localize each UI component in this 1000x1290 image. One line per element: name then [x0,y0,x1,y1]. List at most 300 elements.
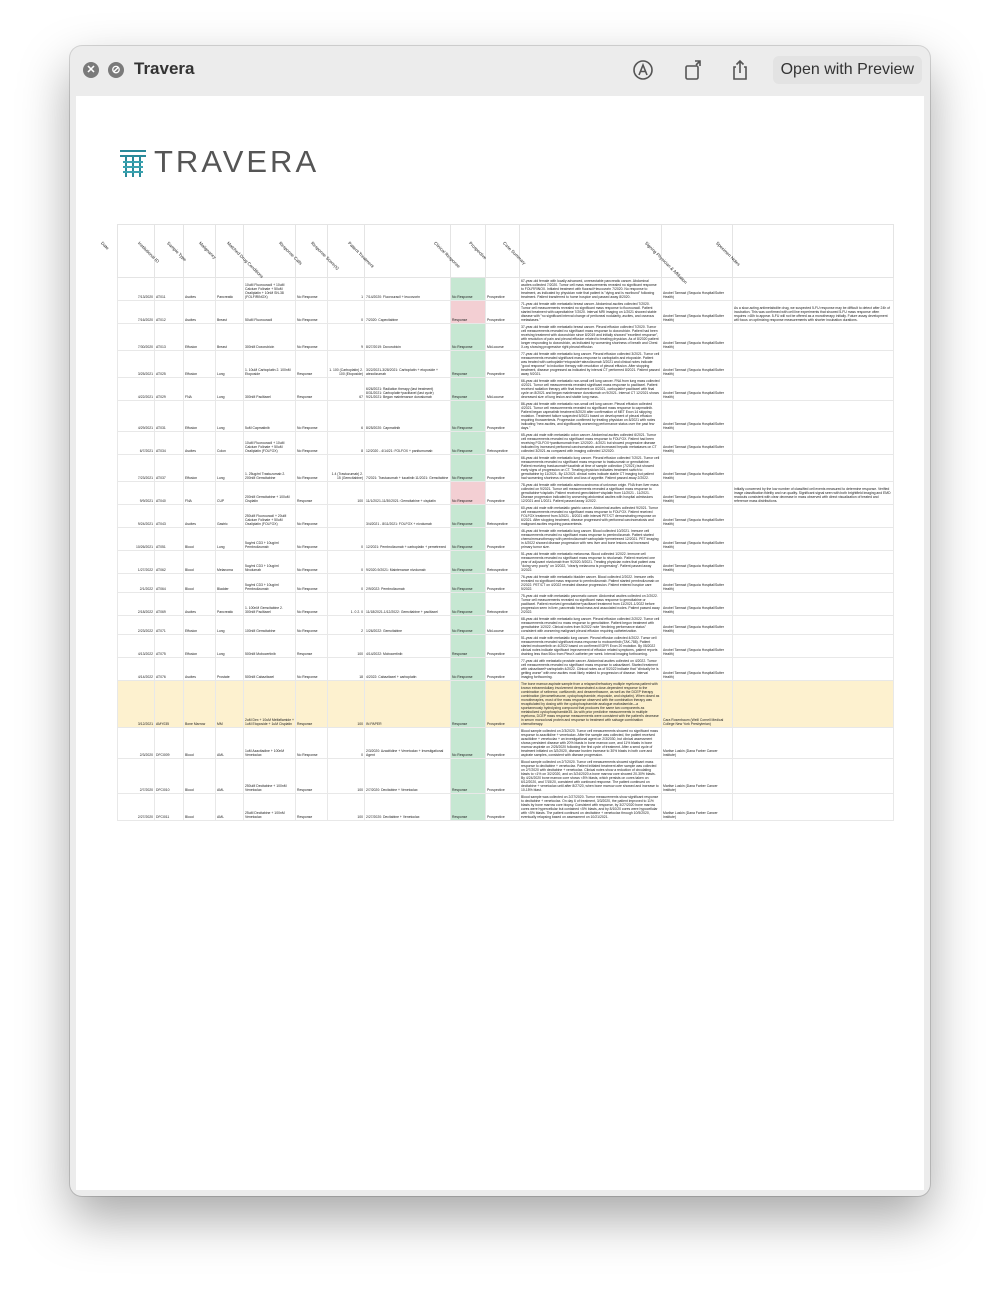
cell-treatment: 7/2021: Trastuzumab + tucatinib 11/2021: Gemcitabine [365,455,451,482]
cell-call: No Response [296,593,328,616]
cell-sample: Ascites [184,505,216,528]
cell-call: No Response [296,301,328,324]
cell-score: 67 [328,378,365,401]
cell-score: 2 [328,616,365,635]
cell-clinical: Response [451,794,486,821]
cell-sample: Ascites [184,278,216,301]
cell-malignancy: Lung [216,351,244,378]
cell-sample: Effusion [184,401,216,432]
cell-malignancy: Lung [216,455,244,482]
cell-summary: 66-year-old female with metastatic lung cancer. Pleural effusion collected 7/2021. Tumor cell measurements revealed no significant mass response to trastuzumab or gemcitabine. Patient receiving trastuzumab+tucatinib at time of sample collection (7/2021) but showed early signs of progression on CT. Treating physician indicates treatment switch to gemcitabine by 11/2021. By 12/2021 clinical notes indicate stable CT imaging but patient had worsening shortness of breath and loss of appetite. Patient passed away 2/2022. [520,455,662,482]
cell-drug: 300nM Paclitaxel [244,378,296,401]
cell-sample: Effusion [184,324,216,351]
cell-drug: 1. 100nM Gemcitabine 2. 300nM Paclitaxel [244,593,296,616]
table-row [118,551,894,574]
cell-id: AT075 [155,635,184,658]
cell-drug: 5ug/ml CD3 + 10ug/ml Pembrolizumab [244,528,296,551]
cell-date: 10/26/2021 [118,528,155,551]
cell-physician: Anobel Tamrazi (Sequoia Hospital/Sutter Health) [662,528,733,551]
cell-drug: 5ug/ml CD3 + 10ug/ml Nivolumab [244,551,296,574]
cell-score: 100 [328,759,365,794]
cell-call: Response [296,681,328,728]
cell-date: 7/30/2020 [118,324,155,351]
cell-clinical: Response [451,635,486,658]
cell-call: Response [296,351,328,378]
preview-window [70,46,930,1196]
cell-prosp: Mid-course [486,324,520,351]
column-header-label: Response Score(s) [309,240,341,271]
cell-drug: 300nM Doxorubicin [244,324,296,351]
cell-notes [733,728,894,759]
column-header-label: Date [99,240,111,251]
cell-id: AT034 [155,432,184,455]
cell-sample: Ascites [184,658,216,681]
cell-call: No Response [296,658,328,681]
cell-call: No Response [296,528,328,551]
cell-score: 100 [328,794,365,821]
cell-call: No Response [296,455,328,482]
column-header-label: Patient Treatment [346,240,375,269]
cell-summary: 60-year-old male with metastatic gastric cancer. Abdominal ascites collected 9/2021. Tumor cell measurements revealed no significant mass response to FOLFOX. Patient received FOLFOX treatment from 3/2021 - 8/2021 with interval PET/CT demonstrating response on 6/2021. After stopping treatment, disease progressed with peritoneal carcinomatosis and malignant ascites requiring paracentesis. [520,505,662,528]
cell-sample: Ascites [184,593,216,616]
cell-malignancy: Gastric [216,505,244,528]
cell-id: AT037 [155,455,184,482]
cell-physician: Anobel Tamrazi (Sequoia Hospital/Sutter Health) [662,482,733,505]
cell-clinical: No Response [451,658,486,681]
cell-treatment: 12/2021: Pembrolizumab + carboplatin + pemetrexed [365,528,451,551]
table-row [118,681,894,728]
cell-date: 3/25/2021 [118,351,155,378]
column-header-label: Malignancy [197,240,218,260]
cell-score: 9 [328,324,365,351]
cell-treatment: 2/7/2020: Decitabine + Venetoclax [365,759,451,794]
cell-date: 3/12/2021 [118,681,155,728]
cell-id: AT029 [155,378,184,401]
results-table [99,224,894,821]
cell-call: Response [296,482,328,505]
cell-score: 6 [328,401,365,432]
cell-sample: Ascites [184,301,216,324]
cell-id: AT069 [155,593,184,616]
cell-sample: Blood [184,759,216,794]
column-header [346,225,451,278]
cell-treatment: 11/18/2021-1/12/2022: Gemcitabine + paclitaxel [365,593,451,616]
cell-clinical: Response [451,351,486,378]
table-row [118,635,894,658]
cell-date: 2/23/2022 [118,616,155,635]
column-header-label: Sample Type [165,240,188,263]
table-row [118,324,894,351]
cell-call: Response [296,794,328,821]
cell-notes [733,794,894,821]
cell-call: Response [296,378,328,401]
cell-physician: Anobel Tamrazi (Sequoia Hospital/Sutter Health) [662,616,733,635]
title-bar [70,46,930,94]
table-row [118,301,894,324]
cell-malignancy: Lung [216,401,244,432]
cell-clinical: Response [451,301,486,324]
cell-score: 100 [328,482,365,505]
cell-id: AT071 [155,616,184,635]
column-header-label: Prospective [467,240,488,261]
cell-notes [733,528,894,551]
cell-score: 18 [328,658,365,681]
cell-malignancy: Lung [216,378,244,401]
cell-prosp: Prospective [486,728,520,759]
cell-clinical: No Response [451,528,486,551]
cell-treatment: 8/27/2019: Doxorubicin [365,324,451,351]
cell-notes [733,278,894,301]
cell-treatment: 7/2020: Capecitabine [365,301,451,324]
cell-date: 7/16/2020 [118,301,155,324]
cell-treatment: 4/14/2022: Mobocertinib [365,635,451,658]
cell-id: DFCI009 [155,728,184,759]
column-header-label: Signing Physician & Affiliation [643,240,689,285]
cell-id: AT025 [155,351,184,378]
cell-drug: 250uM Fluorouracil + 20uM Calcium Folinate + 50uM Oxaliplatin (FOLFOX) [244,505,296,528]
cell-physician: Anobel Tamrazi (Sequoia Hospital/Sutter Health) [662,658,733,681]
table-row [118,401,894,432]
cell-prosp: Retrospective [486,593,520,616]
table-row [118,593,894,616]
cell-id: DFCI010 [155,759,184,794]
cell-malignancy: Lung [216,635,244,658]
cell-date: 4/29/2021 [118,401,155,432]
cell-call: No Response [296,616,328,635]
cell-physician: Anobel Tamrazi (Sequoia Hospital/Sutter Health) [662,635,733,658]
cell-prosp: Prospective [486,301,520,324]
cell-drug: 500nM Cabazitaxel [244,658,296,681]
cell-date: 6/7/2021 [118,432,155,455]
cell-clinical: No Response [451,551,486,574]
table-row [118,658,894,681]
cell-drug: 5uM Capmatinib [244,401,296,432]
cell-prosp: Prospective [486,401,520,432]
cell-date: 2/1/2022 [118,574,155,593]
cell-summary: 71-year-old female with metastatic breast cancer. Abdominal ascites collected 7/2020. Tumor cell measurements revealed no significant mass response to fluorouracil. Patient started treatment with capecitabine 7/2020. Interval MRI imaging on 1/2021 showed stable disease with "no significant interval change of peritoneal nodularity, ascites, and osseous metastases." [520,301,662,324]
cell-physician: Marlise Luskin (Dana Farber Cancer Institute) [662,794,733,821]
share-icon[interactable] [728,58,752,82]
cell-summary: 76-year-old female with metastatic bladder cancer. Blood collected 2/2022. Immune cells revealed no significant mass response to pembrolizumab. Patient started pembrolizumab on 2/2022. PET/CT on 4/2022 revealed disease progression. Patient entered hospice care 5/2022. [520,574,662,593]
cell-summary: 51-year-old female with metastatic melanoma. Blood collected 1/2022. Immune cell measurements revealed no significant mass response to nivolumab. Patient received one year of adjuvant nivolumab from 9/2020-9/2021. Treating physician notes that patient was "doing very poorly" on 3/2022, "clearly melanoma is progressing". Patient passed away 3/2022. [520,551,662,574]
cell-malignancy: Pancreatic [216,593,244,616]
cell-prosp: Prospective [486,574,520,593]
cell-id: AT040 [155,482,184,505]
cell-physician: Anobel Tamrazi (Sequoia Hospital/Sutter Health) [662,574,733,593]
cell-malignancy: Pancreatic [216,278,244,301]
column-header-label: Institutional ID [136,240,161,264]
cell-prosp: Prospective [486,278,520,301]
cell-score: 1. 100 (Carboplatin) 2. 100 (Etoposide) [328,351,365,378]
cell-id: AT064 [155,574,184,593]
cell-notes [733,635,894,658]
cell-id: AT013 [155,324,184,351]
cell-physician: Anobel Tamrazi (Sequoia Hospital/Sutter Health) [662,593,733,616]
cell-date: 4/14/2022 [118,658,155,681]
cell-sample: Blood [184,551,216,574]
header-row [118,225,894,278]
cell-treatment: 7/14/2020: Fluorouracil + leucovorin [365,278,451,301]
cell-notes: As a slow-acting antimetabolite drug, we suspected 5-FU response may be difficult to detect after 24h of incubation. This was confirmed with cell line experiments that showed 5-FU mass response often requires >48h to appear. 5-FU will not be offered as a monotherapy initially. Future assay development will focus on optimizing response measurements with shorter incubation durations. [733,301,894,324]
cell-clinical: No Response [451,593,486,616]
cell-summary: 46-year-old female with metastatic lung cancer. Blood collected 10/2021. Immune cell measurements revealed no significant mass response to pembrolizumab. Patient started chemoimmunotherapy with pembrolizumab+carboplatin+pemetrexed 12/2021. PET imaging in 4/2022 showed disease progression with new liver and bone lesions and increased primary tumor size. [520,528,662,551]
cell-drug: 500nM Mobocertinib [244,635,296,658]
cell-notes [733,378,894,401]
rotate-icon[interactable] [681,58,705,82]
column-header-label: Matched Drug Conditions [225,240,265,280]
cell-physician: Marlise Luskin (Dana Farber Cancer Institute) [662,759,733,794]
cell-physician: Anobel Tamrazi (Sequoia Hospital/Sutter Health) [662,432,733,455]
cell-sample: FNA [184,378,216,401]
cell-sample: Blood [184,574,216,593]
cell-score: 1. 0 2. 0 [328,593,365,616]
cell-clinical: No Response [451,432,486,455]
cell-clinical: No Response [451,278,486,301]
cell-drug: 50uM Fluorouracil [244,301,296,324]
cell-score: 0 [328,301,365,324]
cell-drug: 100nM Gemcitabine [244,616,296,635]
cell-clinical: No Response [451,574,486,593]
cell-id: DFCI011 [155,794,184,821]
cell-sample: Effusion [184,455,216,482]
open-with-preview-button[interactable]: Open with Preview [773,56,922,84]
cell-date: 2/18/2022 [118,593,155,616]
cell-treatment: 6/26/2021: Radiation therapy (last treatment) 8/31/2021: Carboplatin+paclitaxel (last cycle) 9/21/2021: Began maintenance durvalumab [365,378,451,401]
cell-treatment: 12/2020 - 4/14/21: FOLFOX + panitumumab [365,432,451,455]
table-row [118,432,894,455]
cell-notes [733,574,894,593]
cell-treatment: 4/2022: Cabazitaxel + carboplatin [365,658,451,681]
cell-prosp: Prospective [486,759,520,794]
cell-notes [733,658,894,681]
cell-malignancy: Lung [216,528,244,551]
cell-clinical: Response [451,759,486,794]
cell-sample: Blood [184,728,216,759]
markup-icon[interactable] [631,58,655,82]
cell-notes [733,593,894,616]
cell-drug: 1. 10uM Carboplatin 2. 100nM Etoposide [244,351,296,378]
cell-prosp: Retrospective [486,432,520,455]
cell-drug: 10uM Fluorouracil + 10uM Calcium Folinate + 50uM Oxaliplatin + 10nM SN-38 (FOLFIRINOX) [244,278,296,301]
cell-summary: 66-year-old female with metastatic non-small cell lung cancer. FNA from lung mass collected 4/2021. Tumor cell measurements revealed significant mass response to paclitaxel. Patient received radiation therapy with final treatment on 6/2021, carboplatin+paclitaxel with final cycle on 8/2021 and began maintenance durvalumab on 9/2021. Interval CT 12/2021 shows decreased size of lung lesion and stable lung mass. [521,379,660,399]
cell-sample: Blood [184,528,216,551]
cell-notes [733,505,894,528]
cell-id: AT043 [155,505,184,528]
cell-notes [733,455,894,482]
cell-drug: 2uM Dex + 10uM Melfaflamide + 1uM Etoposide + 1uM Cisplatin [244,681,296,728]
cell-physician: Anobel Tamrazi (Sequoia Hospital/Sutter Health) [662,378,733,401]
cell-malignancy: Colon [216,432,244,455]
cell-physician: Marlise Luskin (Dana Farber Cancer Institute) [662,728,733,759]
cell-date: 7/13/2020 [118,278,155,301]
cell-call: No Response [296,278,328,301]
cell-prosp: Prospective [486,635,520,658]
cell-notes [733,401,894,432]
cell-physician: Cara Rosenbaum (Weill Cornell Medical College New York Presbyterian) [662,681,733,728]
column-header-label: Case Summary [501,240,527,266]
logo-wordmark: TRAVERA [154,144,320,179]
cell-score: 1 [328,278,365,301]
document-page [76,96,924,1190]
cell-notes: Initially concerned by the low number of classified cell events measured to determine response. Verified image classification fidelity and run quality. Significant signal seen with both brightfield imaging and EMD readouts consistent with clear decrease in mass observed with direct visualization of treated and reference mass distributions. [733,482,894,505]
cell-call: No Response [296,574,328,593]
cell-physician: Anobel Tamrazi (Sequoia Hospital/Sutter Health) [662,551,733,574]
cell-date: 9/24/2021 [118,505,155,528]
cell-notes [733,324,894,351]
column-header-label: Specimen Notes [714,240,742,267]
cell-drug: 5ug/ml CD3 + 10ug/ml Pembrolizumab [244,574,296,593]
cell-malignancy: Lung [216,616,244,635]
cell-id: AT062 [155,551,184,574]
cell-physician: Anobel Tamrazi (Sequoia Hospital/Sutter Health) [662,505,733,528]
cell-score: 0 [328,551,365,574]
cell-notes [733,681,894,728]
cell-treatment: 2/3/2020: Azacitidine + Venetoclax + Investigational Agent [365,728,451,759]
cell-treatment: 9/2020-9/2021: Maintenance nivolumab [365,551,451,574]
cell-malignancy: AML [216,794,244,821]
cell-sample: Effusion [184,616,216,635]
cell-summary: 37-year-old female with metastatic breast cancer. Pleural effusion collected 7/2020. Tumor cell measurements revealed no significant mass response to doxorubicin. Patient had been receiving treatment with doxorubicin since 8/2019 and initially showed "excellent response", with resolution of pain and pleural effusion related to treating physician. As of 8/2020 patient longer responding to doxorubicin, as indicated by worsening shortness of breath and Chest X-ray showing progressive right pleural effusion. [520,324,662,351]
cell-score: 100 [328,681,365,728]
table-row [118,378,894,401]
cell-score: 8 [328,432,365,455]
table-row [118,728,894,759]
logo-mark-icon [118,148,148,180]
cell-clinical: No Response [451,324,486,351]
cell-clinical: Response [451,378,486,401]
cell-prosp: Prospective [486,351,520,378]
cell-call: Response [296,635,328,658]
cell-summary: Blood sample collected on 2/7/2020. Tumor cell measurements showed significant mass response to decitabine + venetoclax. Patient initiated treatment after sample was collected on 2/7/2020 with decitabine + venetoclax. Clinical notes show a reduction of circulating blasts to <1% on 3/2/2020, and on 3/24/2020 a bone marrow core showed 20-30% blasts. By 4/24/2020 bone marrow core shows <5% blasts, which persists on cores taken on 6/12/2020, and 7/15/20, consistent with continued response. The patient continued on decitabine + venetoclax until after 8/27/20, when bone marrow core showed and increase to 10-15% blast. [520,759,662,794]
disable-icon[interactable]: ⊘ [108,62,124,78]
column-header [501,225,662,278]
cell-treatment: 11/1/2021-11/30/2021: Gemcitabine + cisplatin [365,482,451,505]
column-header-label: Clinical Response [432,240,462,269]
cell-summary: 51-year-old male with metastatic lung cancer. Pleural effusion collected 4/2022. Tumor cell measurements revealed significant mass response to mobocertinib (TAK-788). Patient started mobocertinib on 4/2022 based on confirmed EGFR Exon 20 mutation. By 05/2022 clinical notes indicate significant improvement of effusion related symptoms, patient reports draining less than 50cc from PleurX catheter per week. Interval imaging forthcoming. [520,635,662,658]
cell-clinical: No Response [451,728,486,759]
cell-score: 0 [328,528,365,551]
cell-call: No Response [296,551,328,574]
cell-prosp: Mid-course [486,616,520,635]
cell-prosp: Prospective [486,528,520,551]
cell-treatment: IN PAPER [365,681,451,728]
cell-clinical: Response [451,681,486,728]
cell-score: 100 [328,635,365,658]
cell-notes [733,432,894,455]
table-row [118,616,894,635]
window-title: Travera [134,59,195,78]
table-row [118,351,894,378]
cell-treatment: 2/9/2022: Pembrolizumab [365,574,451,593]
cell-call: No Response [296,324,328,351]
cell-physician: Anobel Tamrazi (Sequoia Hospital/Sutter Health) [662,278,733,301]
cell-drug: 1uM Azacitadine + 100nM Venetoclax [244,728,296,759]
cell-score: 0 [328,728,365,759]
cell-date: 1/27/2022 [118,551,155,574]
close-icon[interactable]: ✕ [83,62,99,78]
cell-malignancy: Breast [216,324,244,351]
cell-sample: Ascites [184,432,216,455]
cell-prosp: Prospective [486,681,520,728]
cell-clinical: No Response [451,616,486,635]
table-row [118,505,894,528]
cell-id: AT031 [155,401,184,432]
cell-id: AT012 [155,301,184,324]
cell-summary: 75-year-old male with metastatic pancreatic cancer. Abdominal ascites collected on 2/2022. Tumor cell measurements revealed no significant mass response to gemcitabine or paclitaxel. Patient received gemcitabine+paclitaxel treatment from 11/2021-1/2022 before progression seen in liver, pancreatic head mass and associated nodes. Patient passed away 2/2022. [521,594,660,614]
cell-physician: Anobel Tamrazi (Sequoia Hospital/Sutter Health) [662,301,733,324]
cell-prosp: Prospective [486,794,520,821]
cell-notes [733,616,894,635]
cell-summary: Blood sample collected on 2/3/2020. Tumor cell measurements showed no significant mass response to azacitidine + venetoclax. After the sample was collected, the patient received azacitidine + venetoclax + an investigational agent on 2/3/2030, but clinical assessment shows persistent disease with 20% blasts in bone marrow core, and 11% blasts in bone marrow aspirate on 2/25/2020 following the first cycle of treatment. After a send cycle of treatment initiated on 3/2/2020, disease burden increase to 30% blasts in both core and aspirate samples, consistent with disease progression. [520,728,662,759]
column-header [714,225,894,278]
cell-call: No Response [296,401,328,432]
table-row [118,528,894,551]
cell-malignancy: CUP [216,482,244,505]
cell-treatment: 8/25/2020: Capmatinib [365,401,451,432]
cell-prosp: Retrospective [486,551,520,574]
cell-clinical: No Response [451,455,486,482]
cell-malignancy: Prostate [216,658,244,681]
cell-sample: Effusion [184,351,216,378]
cell-drug: 1. 25ug/ml Trastuzumab 2. 200nM Gemcitabine [244,455,296,482]
column-header-label: Response Calls [277,240,304,266]
cell-drug: 10uM Fluorouracil + 10uM Calcium Folinate + 50uM Oxaliplatin (FOLFOX) [244,432,296,455]
cell-summary: 86-year-old female with metastatic non-small cell lung cancer. Pleural effusion collected 4/2021. Tumor cell measurements revealed no significant mass response to capmatinib. Patient began capmatinib treatment 8/2020 after confirmation of MET Exon 14 skipping mutation. Treatment failure suspected 5/2021 based on development of pleural effusion requiring thoracentesis. Progression confirmed by treating physician on 8/2021 with notes indicating "new ascites, and significantly worsening performance status over the past few days." [520,401,662,432]
cell-date: 2/7/2020 [118,759,155,794]
cell-treatment: 3/4/2021 - 8/11/2021: FOLFOX + nivolumab [365,505,451,528]
cell-id: AT051 [155,528,184,551]
cell-sample: Bone Marrow [184,681,216,728]
cell-call: No Response [296,505,328,528]
cell-treatment: 1/26/2022: Gemcitabine [365,616,451,635]
cell-prosp: Mid-course [486,378,520,401]
table-row [118,794,894,821]
cell-id: AT011 [155,278,184,301]
cell-malignancy: AML [216,759,244,794]
cell-call: No Response [296,432,328,455]
cell-id: AMY035 [155,681,184,728]
cell-physician: Anobel Tamrazi (Sequoia Hospital/Sutter Health) [662,324,733,351]
cell-physician: Anobel Tamrazi (Sequoia Hospital/Sutter Health) [662,455,733,482]
cell-drug: 200nM Gemcitabine + 100uM Cisplatin [244,482,296,505]
cell-summary: 78-year-old female with metastatic adenocarcinoma of unknown origin. FNA from liver mass collected on 9/2021. Tumor cell measurements revealed a significant mass response to gemcitabine+cisplatin. Patient received gemcitabine+cisplatin from 11/2021 - 11/2021. Disease progression indicated by worsening abdominal ascites with hospital admissions 12/2021 and 1/2021. Patient passed away 1/2022. [520,482,662,505]
table-row [118,278,894,301]
table-row [118,759,894,794]
cell-date: 2/27/2020 [118,794,155,821]
cell-score [328,505,365,528]
cell-summary: 77-year-old female with metastatic lung cancer. Pleural effusion collected 3/2021. Tumor cell measurements revealed significant mass response to carboplatin and etoposide. Patient was treated with carboplatin+etoposide+atezolizumab 3/2021 and clinical notes indicate "good response" to induction therapy with resolution of pleural effusion. After stopping treatment, disease progressed as indicated by interval CT performed 8/2021. Patient passed away 9/2021. [521,352,660,376]
cell-drug: 25uM Decitabine + 100nM Venetoclax [244,794,296,821]
cell-physician: Anobel Tamrazi (Sequoia Hospital/Sutter Health) [662,351,733,378]
cell-score: 1.4 (Trastuzumab) 2. 15 (Gemcitabine) [328,455,365,482]
cell-summary: 67-year-old female with locally advanced, unresectable pancreatic cancer. Abdominal ascites collected 7/2020. Tumor cell mass measurements revealed no significant response to FOLFIRINOX. Initiated treatment with fluoracil+leucovorin 7/2020. No response to treatment, as indicated by physician note that patient is "dying and is moribund" following treatment. Patient transferred to home hospice and passed away 8/2020. [520,278,662,301]
cell-call: Response [296,759,328,794]
cell-clinical: No Response [451,505,486,528]
cell-malignancy: Melanoma [216,551,244,574]
cell-summary: 77-year-old with metastatic prostate cancer. Abdominal ascites collected on 4/2022. Tumor cell measurements revealed no significant mass response to cabazitaxel. Started treatment with cabazitaxel+carboplatin 4/2022. Clinical notes as of 5/2022 indicate that "clinically he is getting worse" with new ascites most likely related to progression of disease. Interval imaging forthcoming. [520,658,662,681]
cell-score: 0 [328,574,365,593]
cell-prosp: Prospective [486,455,520,482]
cell-clinical: No Response [451,482,486,505]
cell-clinical: No Response [451,401,486,432]
cell-date: 2/3/2020 [118,728,155,759]
cell-drug: 250uM Decitabine + 100nM Venetoclax [244,759,296,794]
table-row [118,574,894,593]
cell-notes [733,759,894,794]
cell-sample: Blood [184,794,216,821]
cell-treatment: 2/27/2020: Decitabine + Venetoclax [365,794,451,821]
cell-malignancy: MM [216,681,244,728]
